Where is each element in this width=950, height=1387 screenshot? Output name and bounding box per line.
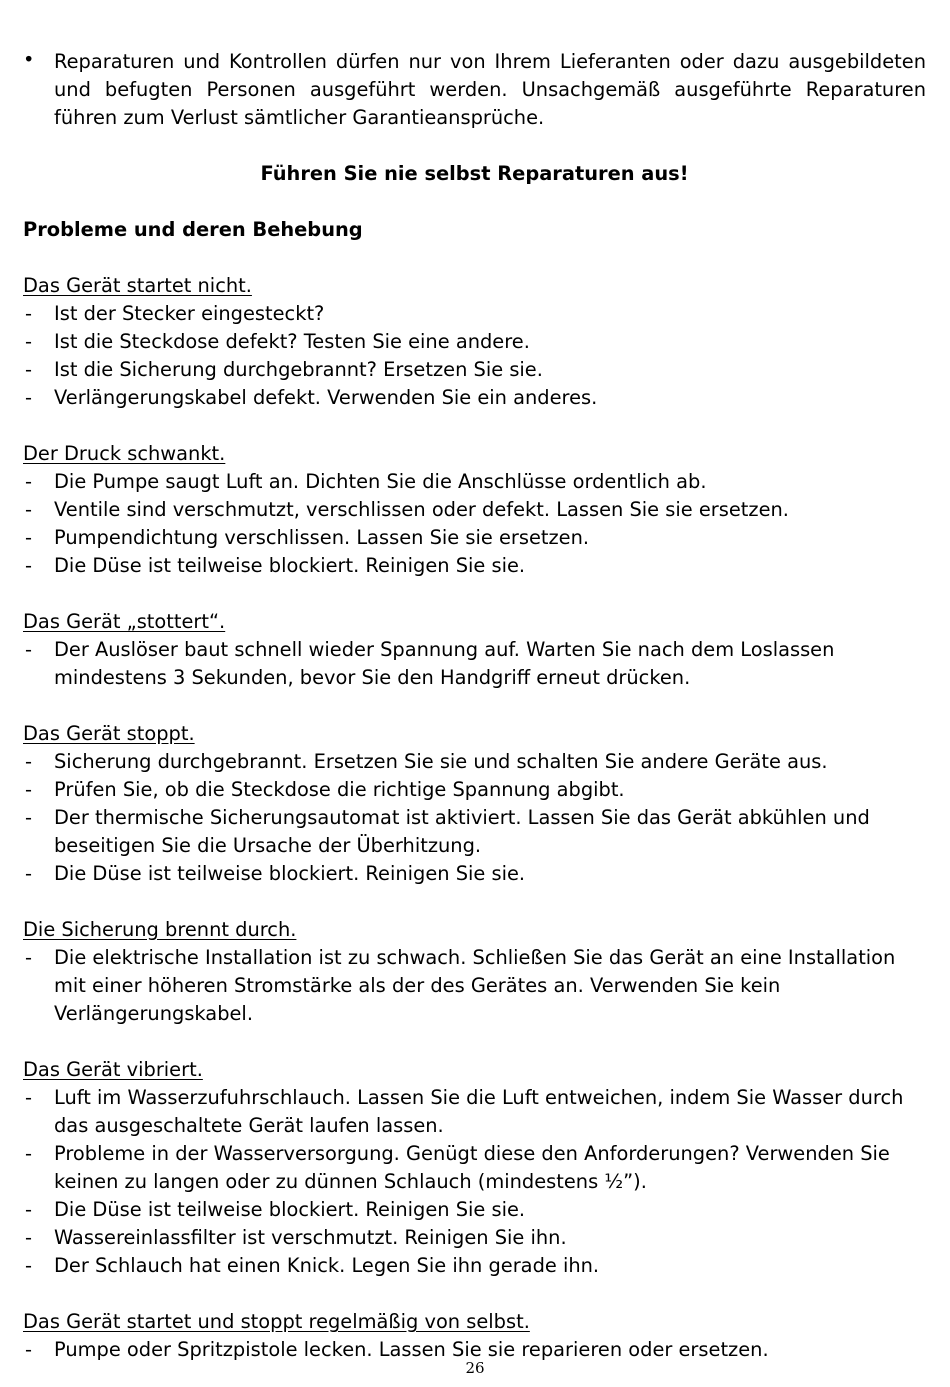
- list-item-text: Pumpe oder Spritzpistole lecken. Lassen Sie sie reparieren oder ersetzen.: [54, 1338, 769, 1361]
- list-item: [23, 1196, 926, 1224]
- list-item: [23, 636, 926, 692]
- list-item: [23, 1140, 926, 1196]
- list-item: [23, 356, 926, 384]
- list-item: [23, 804, 926, 860]
- document-body: [23, 48, 926, 1364]
- list-item-text: Prüfen Sie, ob die Steckdose die richtige Spannung abgibt.: [54, 778, 625, 801]
- list-item: [23, 860, 926, 888]
- problem-heading: Das Gerät startet nicht.: [23, 274, 252, 297]
- bullet-icon: •: [23, 48, 35, 71]
- list-item-text: Pumpendichtung verschlissen. Lassen Sie sie ersetzen.: [54, 526, 590, 549]
- dash-bullet-icon: -: [25, 778, 32, 801]
- problem-heading: Das Gerät stoppt.: [23, 722, 195, 745]
- list-item: [23, 300, 926, 328]
- dash-bullet-icon: -: [25, 470, 32, 493]
- list-item: [23, 1224, 926, 1252]
- intro-bullet: [23, 48, 926, 132]
- list-item: [23, 384, 926, 412]
- list-item-text: Verlängerungskabel defekt. Verwenden Sie ein anderes.: [54, 386, 598, 409]
- dash-bullet-icon: -: [25, 554, 32, 577]
- dash-bullet-icon: -: [25, 946, 32, 969]
- dash-bullet-icon: -: [25, 1226, 32, 1249]
- list-item-text: Ist der Stecker eingesteckt?: [54, 302, 325, 325]
- list-item-text: Der Schlauch hat einen Knick. Legen Sie ihn gerade ihn.: [54, 1254, 600, 1277]
- problem-heading-row: [23, 720, 926, 748]
- intro-text: Reparaturen und Kontrollen dürfen nur von Ihrem Lieferanten oder dazu ausgebildeten und befugten Personen ausgeführt werden. Unsachgemäß ausgeführte Reparaturen führen zum Verlust sämtlicher Garantieansprüche.: [54, 50, 926, 129]
- problem-heading: Der Druck schwankt.: [23, 442, 226, 465]
- problem-heading: Das Gerät vibriert.: [23, 1058, 203, 1081]
- section-title: Probleme und deren Behebung: [23, 218, 363, 241]
- list-item-text: Die Düse ist teilweise blockiert. Reinigen Sie sie.: [54, 862, 526, 885]
- list-item: [23, 1252, 926, 1280]
- dash-bullet-icon: -: [25, 1198, 32, 1221]
- list-item: [23, 944, 926, 1028]
- dash-bullet-icon: -: [25, 1254, 32, 1277]
- problem-heading-row: [23, 608, 926, 636]
- dash-bullet-icon: -: [25, 1338, 32, 1361]
- dash-bullet-icon: -: [25, 526, 32, 549]
- problem-heading-row: [23, 916, 926, 944]
- list-item-text: Wassereinlassfilter ist verschmutzt. Reinigen Sie ihn.: [54, 1226, 567, 1249]
- dash-bullet-icon: -: [25, 750, 32, 773]
- list-item-text: Die Düse ist teilweise blockiert. Reinigen Sie sie.: [54, 554, 526, 577]
- list-item-text: Der Auslöser baut schnell wieder Spannung auf. Warten Sie nach dem Loslassen mindestens 3 Sekunden, bevor Sie den Handgriff erneut drücken.: [54, 638, 835, 689]
- list-item-text: Die elektrische Installation ist zu schwach. Schließen Sie das Gerät an eine Installation mit einer höheren Stromstärke als der des Gerätes an. Verwenden Sie kein Verlängerungskabel.: [54, 946, 896, 1025]
- warning-text: Führen Sie nie selbst Reparaturen aus!: [260, 162, 689, 185]
- page-number: 26: [465, 1359, 485, 1377]
- list-item: [23, 748, 926, 776]
- list-item-text: Ist die Sicherung durchgebrannt? Ersetzen Sie sie.: [54, 358, 543, 381]
- dash-bullet-icon: -: [25, 386, 32, 409]
- problem-heading: Das Gerät „stottert“.: [23, 610, 226, 633]
- dash-bullet-icon: -: [25, 358, 32, 381]
- problem-heading-row: [23, 272, 926, 300]
- list-item-text: Die Düse ist teilweise blockiert. Reinigen Sie sie.: [54, 1198, 526, 1221]
- dash-bullet-icon: -: [25, 862, 32, 885]
- dash-bullet-icon: -: [25, 498, 32, 521]
- dash-bullet-icon: -: [25, 1086, 32, 1109]
- list-item-text: Luft im Wasserzufuhrschlauch. Lassen Sie die Luft entweichen, indem Sie Wasser durch das ausgeschaltete Gerät laufen lassen.: [54, 1086, 904, 1137]
- list-item: [23, 1084, 926, 1140]
- dash-bullet-icon: -: [25, 330, 32, 353]
- problem-heading-row: [23, 1056, 926, 1084]
- problem-list: [23, 244, 926, 1364]
- dash-bullet-icon: -: [25, 638, 32, 661]
- list-item: [23, 524, 926, 552]
- list-item-text: Die Pumpe saugt Luft an. Dichten Sie die Anschlüsse ordentlich ab.: [54, 470, 707, 493]
- problem-heading: Das Gerät startet und stoppt regelmäßig von selbst.: [23, 1310, 530, 1333]
- list-item: [23, 776, 926, 804]
- list-item-text: Ventile sind verschmutzt, verschlissen oder defekt. Lassen Sie sie ersetzen.: [54, 498, 789, 521]
- problem-heading-row: [23, 440, 926, 468]
- list-item: [23, 496, 926, 524]
- list-item-text: Der thermische Sicherungsautomat ist aktiviert. Lassen Sie das Gerät abkühlen und beseitigen Sie die Ursache der Überhitzung.: [54, 806, 870, 857]
- dash-bullet-icon: -: [25, 302, 32, 325]
- list-item-text: Ist die Steckdose defekt? Testen Sie eine andere.: [54, 330, 530, 353]
- list-item-text: Sicherung durchgebrannt. Ersetzen Sie sie und schalten Sie andere Geräte aus.: [54, 750, 828, 773]
- problem-heading-row: [23, 1308, 926, 1336]
- problem-heading: Die Sicherung brennt durch.: [23, 918, 297, 941]
- list-item: [23, 552, 926, 580]
- list-item: [23, 468, 926, 496]
- dash-bullet-icon: -: [25, 806, 32, 829]
- dash-bullet-icon: -: [25, 1142, 32, 1165]
- list-item: [23, 328, 926, 356]
- list-item-text: Probleme in der Wasserversorgung. Genügt diese den Anforderungen? Verwenden Sie keinen zu langen oder zu dünnen Schlauch (mindestens ½”).: [54, 1142, 890, 1193]
